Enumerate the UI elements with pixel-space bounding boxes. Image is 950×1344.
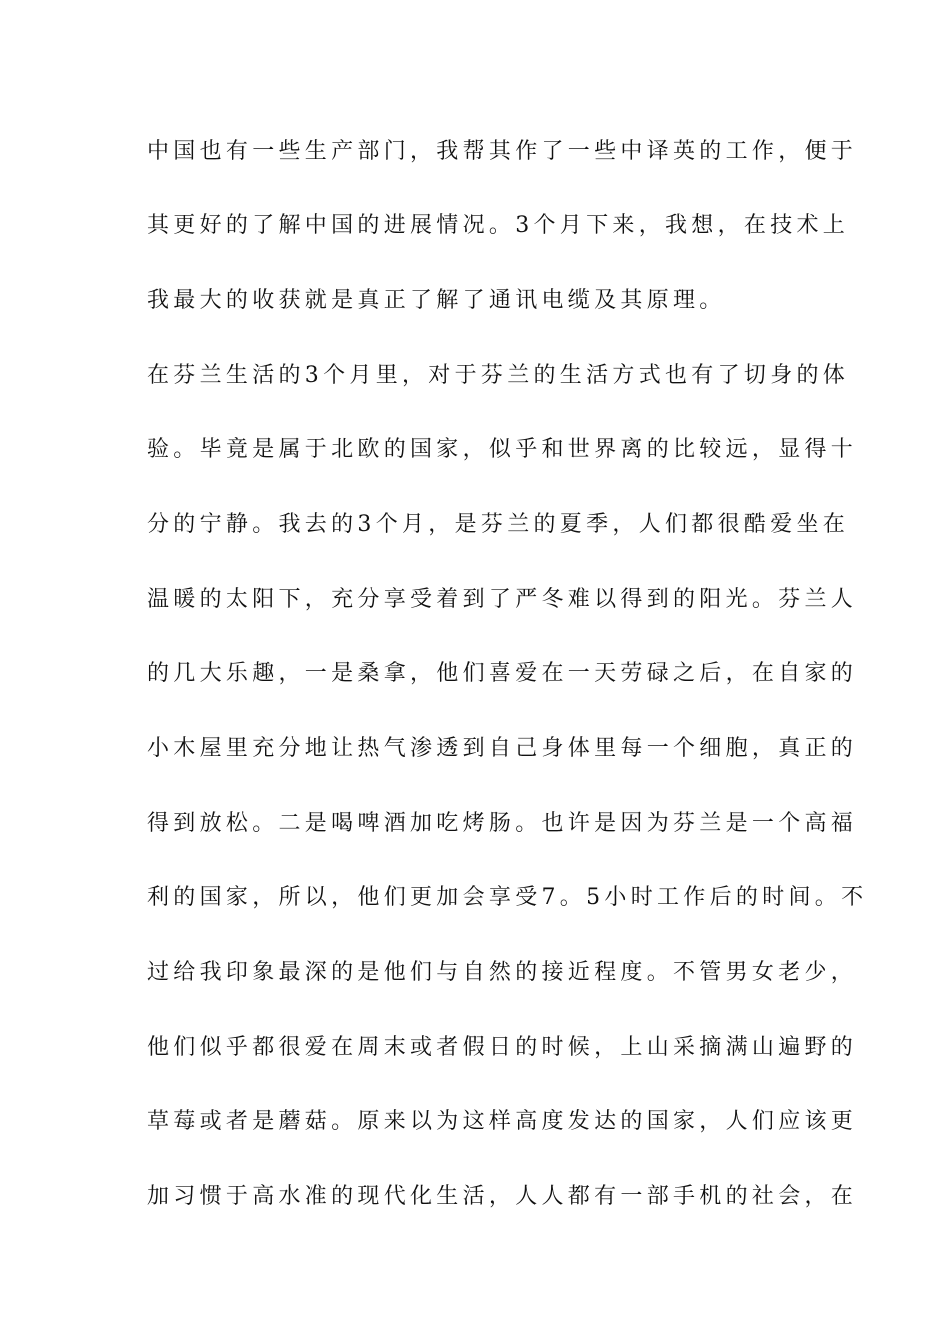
text-line-14: 草莓或者是蘑菇。原来以为这样高度发达的国家，人们应该更 [147,1109,858,1134]
text-line-10: 得到放松。二是喝啤酒加吃烤肠。也许是因为芬兰是一个高福 [147,811,858,836]
text-line-13: 他们似乎都很爱在周末或者假日的时候，上山采摘满山遍野的 [147,1035,858,1060]
text-line-1: 中国也有一些生产部门，我帮其作了一些中译英的工作，便于 [147,139,858,164]
text-line-15: 加习惯于高水准的现代化生活，人人都有一部手机的社会，在 [147,1184,858,1209]
text-line-8: 的几大乐趣，一是桑拿，他们喜爱在一天劳碌之后，在自家的 [147,661,858,686]
text-line-2: 其更好的了解中国的进展情况。3个月下来，我想，在技术上 [147,213,850,238]
text-line-7: 温暖的太阳下，充分享受着到了严冬难以得到的阳光。芬兰人 [147,587,858,612]
text-line-11: 利的国家，所以，他们更加会享受7。5小时工作后的时间。不 [147,885,868,910]
text-line-6: 分的宁静。我去的3个月，是芬兰的夏季，人们都很酷爱坐在 [147,512,850,537]
text-line-5: 验。毕竟是属于北欧的国家，似乎和世界离的比较远，显得十 [147,437,858,462]
text-line-3: 我最大的收获就是真正了解了通讯电缆及其原理。 [147,288,726,313]
text-line-12: 过给我印象最深的是他们与自然的接近程度。不管男女老少， [147,960,858,985]
text-line-4: 在芬兰生活的3个月里，对于芬兰的生活方式也有了切身的体 [147,363,850,388]
text-line-9: 小木屋里充分地让热气渗透到自己身体里每一个细胞，真正的 [147,736,858,761]
